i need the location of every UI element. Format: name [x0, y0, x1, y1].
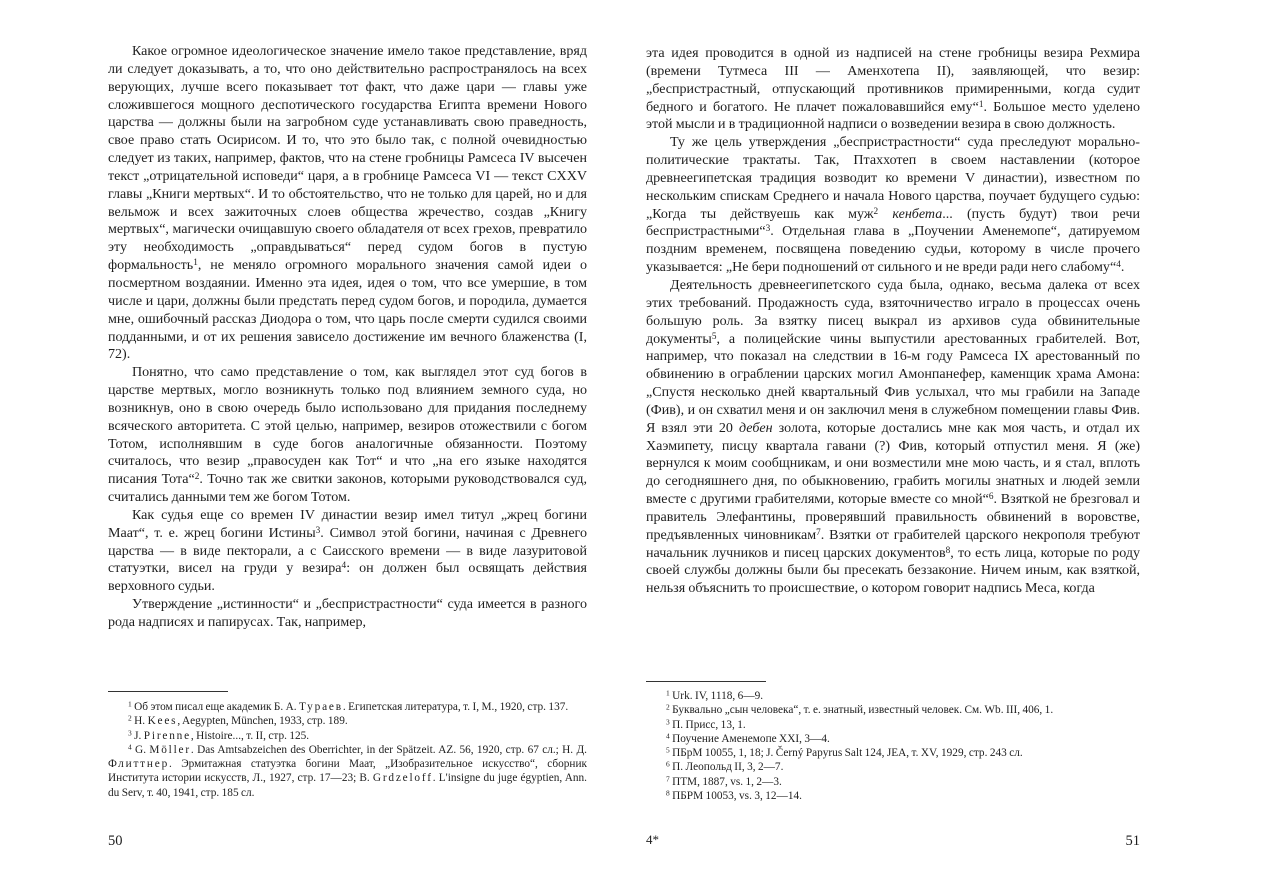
footnote: $^8$ ПБРМ 10053, vs. 3, 12—14.: [666, 788, 802, 803]
footnote: $^4$ Поучение Аменемопе XXI, 3—4.: [666, 731, 830, 745]
footnote: $^1$ Об этом писал еще академик Б. А. Тураев. Египетская литература, т. I, М., 1920, стр. 137.: [128, 699, 569, 713]
footnote: $^2$ Буквально „сын человека“, т. е. знатный, известный человек. См. Wb. III, 406, 1.: [666, 702, 1054, 717]
paragraph: Утверждение „истинности“ и „беспристрастности“ суда имеется в разного рода надписях и папирусах. Так, например,: [108, 596, 587, 630]
footnote: $^3$ J. Pirenne, Histoire..., т. II, стр. 125.: [128, 728, 310, 742]
paragraph: Понятно, что само представление о том, как выглядел этот суд богов в царстве мертвых, могло возникнуть только под влиянием земного суда, но возникнув, оно в свою очередь было использовано для придания последнему всяческого авторитета. С этой целью, например, везиров отожествили с богом Тотом, исполнявшим в суде богов аналогичные обязанности. Поэтому считалось, что везир „правосуден как Тот“ и что „на его языке находятся писания Тота“$^2$. Точно так же свитки законов, которыми руководствовался суд, считались данными тем же богом Тотом.: [108, 364, 587, 506]
paragraph: Ту же цель утверждения „беспристрастности“ суда преследуют морально-политические трактаты. Так, Птаххотеп в своем наставлении (которое древнеегипетская традиция возводит ко времени V династии), известном по нескольким спискам Среднего и начала Нового царства, поучает будущего судью: „Когда ты действуешь как муж$^2$ кенбета... (пусть будут) твои речи беспристрастными“$^3$. Отдельная глава в „Поучении Аменемопе“, датируемом поздним временем, посвящена поведению судьи, которому в числе прочего указывается: „Не бери подношений от сильного и не вреди ради него слабому“$^4$.: [646, 134, 1140, 276]
footnote: $^6$ П. Леопольд II, 3, 2—7.: [666, 760, 784, 774]
footnote-rule: [108, 691, 228, 692]
signature-mark: 4*: [646, 832, 659, 847]
footnote: $^4$ G. Möller. Das Amtsabzeichen des Oberrichter, in der Spätzeit. AZ. 56, 1920, стр. 67 сл.; Н. Д. Флиттнер. Эрмитажная статуэтка богини Маат, „Изобразительное искусство“, сборник Института истории искусств, Л., 1927, стр. 17—23; B. Grdzeloff. L'insigne du juge égyptien, Ann. du Serv, т. 40, 1941, стр. 185 сл.: [108, 742, 587, 799]
footnote-rule: [646, 681, 766, 682]
left-body-text: [108, 43, 587, 632]
paragraph: Как судья еще со времен IV династии везир имел титул „жрец богини Маат“, т. е. жрец богини Истины$^3$. Символ этой богини, начиная с Древнего царства — в виде пекторали, а с Саисского времени — в виде лазуритовой статуэтки, висел на груди у везира$^4$: он должен был освящать действия верховного судьи.: [108, 506, 587, 595]
footnote: $^3$ П. Присс, 13, 1.: [666, 717, 746, 731]
paragraph: Какое огромное идеологическое значение имело такое представление, вряд ли следует доказывать, а то, что оно действительно распространялось на всех верующих, лучше всего показывает тот факт, что даже цари — главы уже сложившегося мощного деспотического государства Египта времени Нового царства — должны были на загробном суде устанавливать свою праведность, свое право стать Осирисом. И то, что это было так, с полной очевидностью следует из таких, например, фактов, что на стене гробницы Рамсеса IV высечен текст „отрицательной исповеди“ царя, а в гробнице Рамсеса VI — текст CXXV главы „Книги мертвых“. И то обстоятельство, что не только для царей, но и для вельмож и всех зажиточных слоев общества жречество, создав „Книгу мертвых“, магически очищавшую своего обладателя от всех грехов, превратило эту необходимость „оправдываться“ перед судом богов в пустую формальность$^1$, не меняло огромного морального значения самой идеи о посмертном воздаянии. Именно эта идея, идея о том, что все умершие, в том числе и цари, должны были предстать перед судом богов, и породила, думается мне, ошибочный рассказ Диодора о том, что царь после смерти судился своими подданными, и от их решения зависело достижение им вечного блаженства (I, 72).: [108, 43, 587, 363]
footnote: $^1$ Urk. IV, 1118, 6—9.: [666, 688, 764, 702]
paragraph: Деятельность древнеегипетского суда была, однако, весьма далека от всех этих требований. Продажность суда, взяточничество играло в процессах очень большую роль. За взятку писец выкрал из архивов суда обвинительные документы$^5$, а полицейские чины выпустили арестованных грабителей. Вот, например, что показал на следствии в 16-м году Рамсеса IX арестованный по обвинению в ограблении царских могил Амонпанефер, каменщик храма Амона: „Спустя несколько дней квартальный Фив услыхал, что мы грабили на Западе (Фив), и он схватил меня и он заключил меня в служебном помещении главы Фив. Я взял эти 20 дебен золота, которые достались мне как моя часть, и отдал их Хаэмипету, писцу квартала гавани (?) Фив, который отпустил меня. Я (же) вернулся к моим сообщникам, и они возместили мне мою часть, и я стал, вплоть до сегодняшнего дня, по обыкновению, грабить могилы знатных и людей земли вместе с другими грабителями, которые вместе со мной“$^6$. Взяткой не брезговал и правитель Элефантины, проверявший правильность обвинений в воровстве, предъявленных чиновникам$^7$. Взятки от грабителей царского некрополя требуют начальник лучников и писец царских документов$^8$, то есть лица, которые по роду своей службы должны были бы пресекать беззаконие. Ничем иным, как взяткой, нельзя объяснить то происшествие, о котором говорит надпись Меса, когда: [646, 276, 1140, 597]
footnote: $^2$ H. Kees, Aegypten, München, 1933, стр. 189.: [128, 713, 348, 728]
footnote: $^7$ ПТМ, 1887, vs. 1, 2—3.: [666, 774, 782, 788]
page-number: 50: [108, 833, 123, 849]
footnote: $^5$ ПБрМ 10055, 1, 18; J. Černý Papyrus Salt 124, JEA, т. XV, 1929, стр. 243 сл.: [666, 745, 1023, 760]
page-number: 51: [1125, 833, 1140, 849]
paragraph: эта идея проводится в одной из надписей на стене гробницы везира Рехмира (времени Тутмеса III — Аменхотепа II), заявляющей, что везир: „беспристрастный, отпускающий противников примиренными, когда судит бедного и богатого. Не плачет пожаловавшийся ему“$^1$. Большое место уделено этой мысли и в традиционной надписи о возведении везира в свою должность.: [646, 45, 1140, 133]
left-footnotes: [108, 700, 587, 800]
right-footnotes: [646, 689, 1140, 803]
right-body-text: [646, 45, 1140, 598]
